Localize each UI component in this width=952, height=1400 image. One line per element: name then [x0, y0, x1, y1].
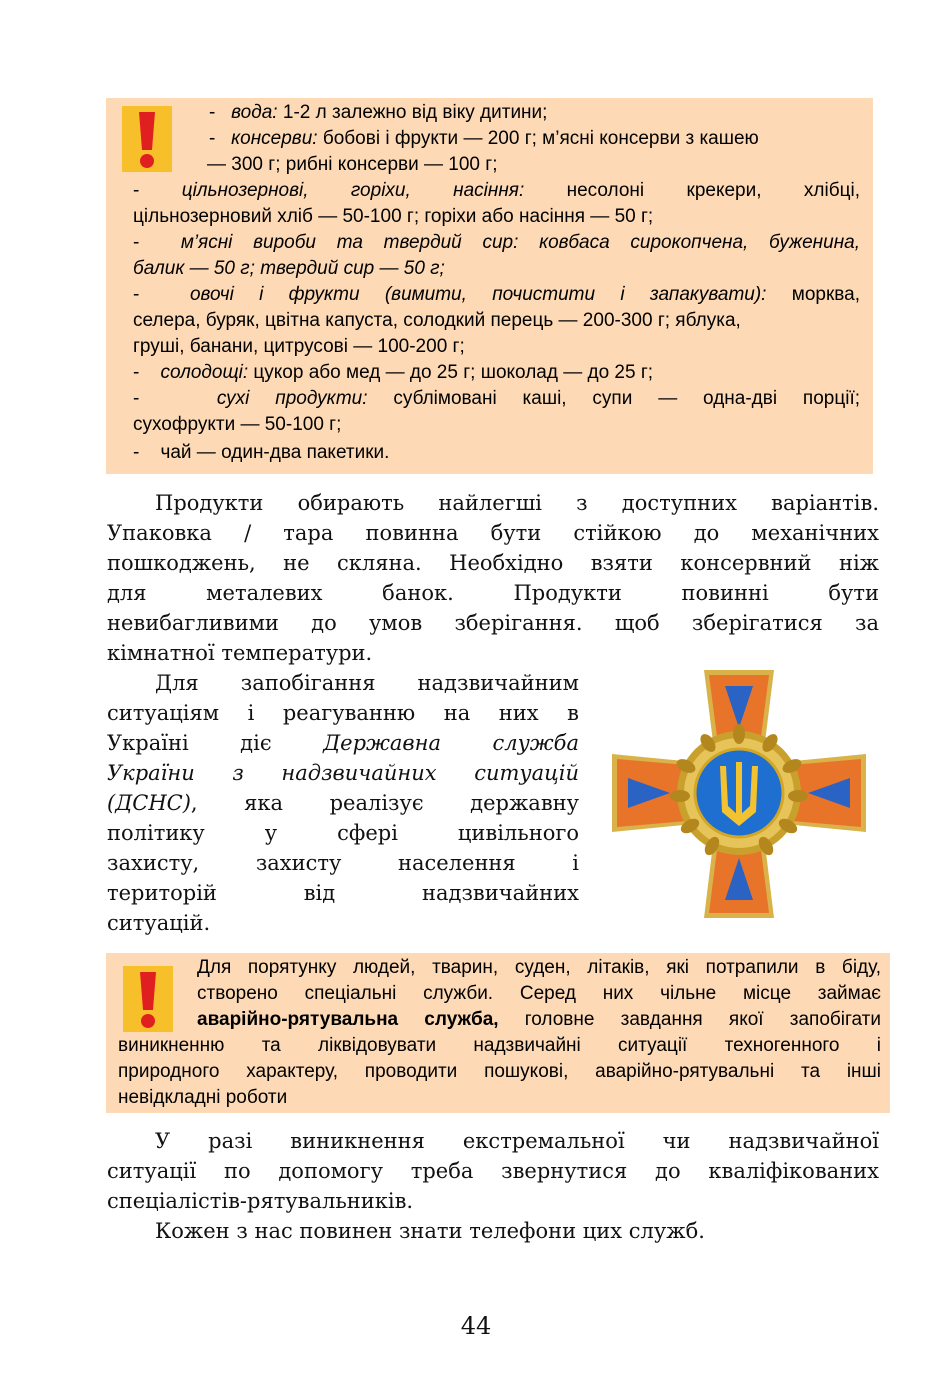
- text-line: Для запобігання надзвичайним: [155, 671, 579, 695]
- text-line: Для порятунку людей, тварин, суден, літаків, які потрапили в біду,: [197, 957, 881, 978]
- text-line: територій від надзвичайних: [107, 881, 579, 905]
- text-line: природного характеру, проводити пошукові, аварійно-рятувальні та інші: [118, 1061, 881, 1082]
- food-item-sweets: - солодощі: цукор або мед — до 25 г; шоколад — до 25 г;: [133, 362, 654, 383]
- page-number: 44: [460, 1312, 492, 1340]
- food-item-meat: - м’ясні вироби та твердий сир: ковбаса сирокопчена, буженина,: [133, 232, 861, 253]
- text-line: спеціалістів-рятувальників.: [107, 1189, 414, 1213]
- food-item-vegetables-cont: селера, буряк, цвітна капуста, солодкий перець — 200-300 г; яблука,: [133, 310, 741, 331]
- text-line: виникненню та ліквідовувати надзвичайні ситуації техногенного і: [118, 1035, 881, 1056]
- text-line: (ДСНС), яка реалізує державну: [107, 791, 579, 815]
- text-line: Продукти обирають найлегші з доступних варіантів.: [155, 491, 879, 515]
- rescue-service-box: [106, 953, 890, 1113]
- food-item-dry-cont: сухофрукти — 50-100 г;: [133, 414, 342, 435]
- text-line: ситуаціям і реагуванню на них в: [107, 701, 579, 725]
- text-line: невідкладні роботи: [118, 1087, 288, 1108]
- food-item-canned-cont: — 300 г; рибні консерви — 100 г;: [207, 154, 498, 175]
- paragraph-phones: Кожен з нас повинен знати телефони цих служб.: [155, 1219, 705, 1243]
- food-item-tea: - чай — один-два пакетики.: [133, 442, 390, 463]
- text-line: невибагливими до умов зберігання. щоб зберігатися за: [107, 611, 879, 635]
- food-item-vegetables-cont2: груші, банани, цитрусові — 100-200 г;: [133, 336, 465, 357]
- food-item-dry: - сухі продукти: сублімовані каші, супи — одна-дві порції;: [133, 388, 861, 409]
- exclamation-warning-icon: [122, 106, 172, 172]
- text-line: кімнатної температури.: [107, 641, 373, 665]
- text-line: Упаковка / тара повинна бути стійкою до механічних: [107, 521, 879, 545]
- text-line: захисту, захисту населення і: [107, 851, 579, 875]
- food-item-water: - вода: 1-2 л залежно від віку дитини;: [209, 102, 548, 123]
- text-line: пошкоджень, не скляна. Необхідно взяти консервний ніж: [107, 551, 879, 575]
- food-item-canned: - консерви: бобові і фрукти — 200 г; м’ясні консерви з кашею: [209, 128, 759, 149]
- text-line: ситуації по допомогу треба звернутися до кваліфікованих: [107, 1159, 879, 1183]
- text-line: для металевих банок. Продукти повинні бути: [107, 581, 879, 605]
- food-item-grains: - цільнозернові, горіхи, насіння: несолоні крекери, хлібці,: [133, 180, 860, 201]
- text-line: аварійно-рятувальна служба, головне завдання якої запобігати: [197, 1009, 881, 1030]
- text-line: Україні діє Державна служба: [107, 731, 579, 755]
- text-line: створено спеціальні служби. Серед них чільне місце займає: [197, 983, 881, 1004]
- food-item-meat-cont: балик — 50 г; твердий сир — 50 г;: [133, 258, 445, 279]
- text-line: ситуацій.: [107, 911, 211, 935]
- food-item-grains-cont: цільнозерновий хліб — 50-100 г; горіхи або насіння — 50 г;: [133, 206, 654, 227]
- food-item-vegetables: - овочі і фрукти (вимити, почистити і запакувати): морква,: [133, 284, 860, 305]
- dsns-emblem-image: [608, 666, 870, 920]
- text-line: У разі виникнення екстремальної чи надзвичайної: [155, 1129, 879, 1153]
- text-line: України з надзвичайних ситуацій: [107, 761, 579, 785]
- food-list-box: [106, 98, 873, 474]
- text-line: політику у сфері цивільного: [107, 821, 579, 845]
- exclamation-warning-icon: [123, 966, 173, 1032]
